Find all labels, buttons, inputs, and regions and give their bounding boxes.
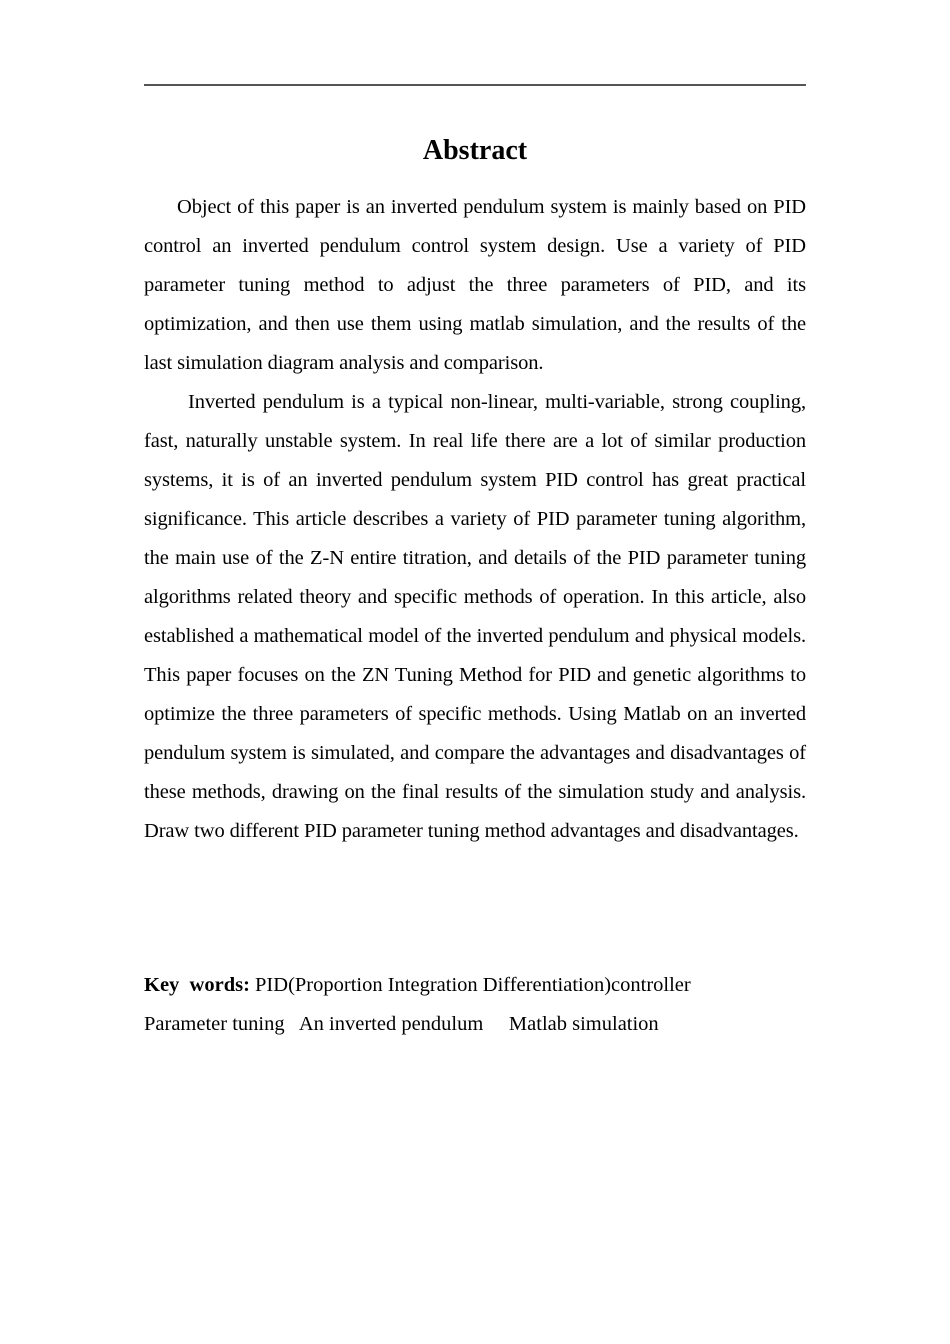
keywords-section [144,966,806,1044]
abstract-paragraph-1: Object of this paper is an inverted pendulum system is mainly based on PID control an inverted pendulum control system design. Use a variety of PID parameter tuning method to adjust the three parameters of PID, and its optimization, and then use them using matlab simulation, and the results of the last simulation diagram analysis and comparison. [144,196,806,374]
header-rule [144,84,806,86]
keywords-text-1: PID(Proportion Integration Differentiation)controller [249,974,691,996]
keywords-line-1 [144,966,806,1005]
abstract-body [144,188,806,851]
abstract-title: Abstract [422,135,528,166]
abstract-paragraph-2: Inverted pendulum is a typical non-linear, multi-variable, strong coupling, fast, naturally unstable system. In real life there are a lot of similar production systems, it is of an inverted pendulum system PID control has great practical significance. This article describes a variety of PID parameter tuning algorithm, the main use of the Z-N entire titration, and details of the PID parameter tuning algorithms related theory and specific methods of operation. In this article, also established a mathematical model of the inverted pendulum and physical models. This paper focuses on the ZN Tuning Method for PID and genetic algorithms to optimize the three parameters of specific methods. Using Matlab on an inverted pendulum system is simulated, and compare the advantages and disadvantages of these methods, drawing on the final results of the simulation study and analysis. Draw two different PID parameter tuning method advantages and disadvantages. [144,391,806,842]
keywords-label: Key words: [144,974,250,996]
keywords-line-2: Parameter tuning An inverted pendulum Matlab simulation [144,1013,659,1035]
